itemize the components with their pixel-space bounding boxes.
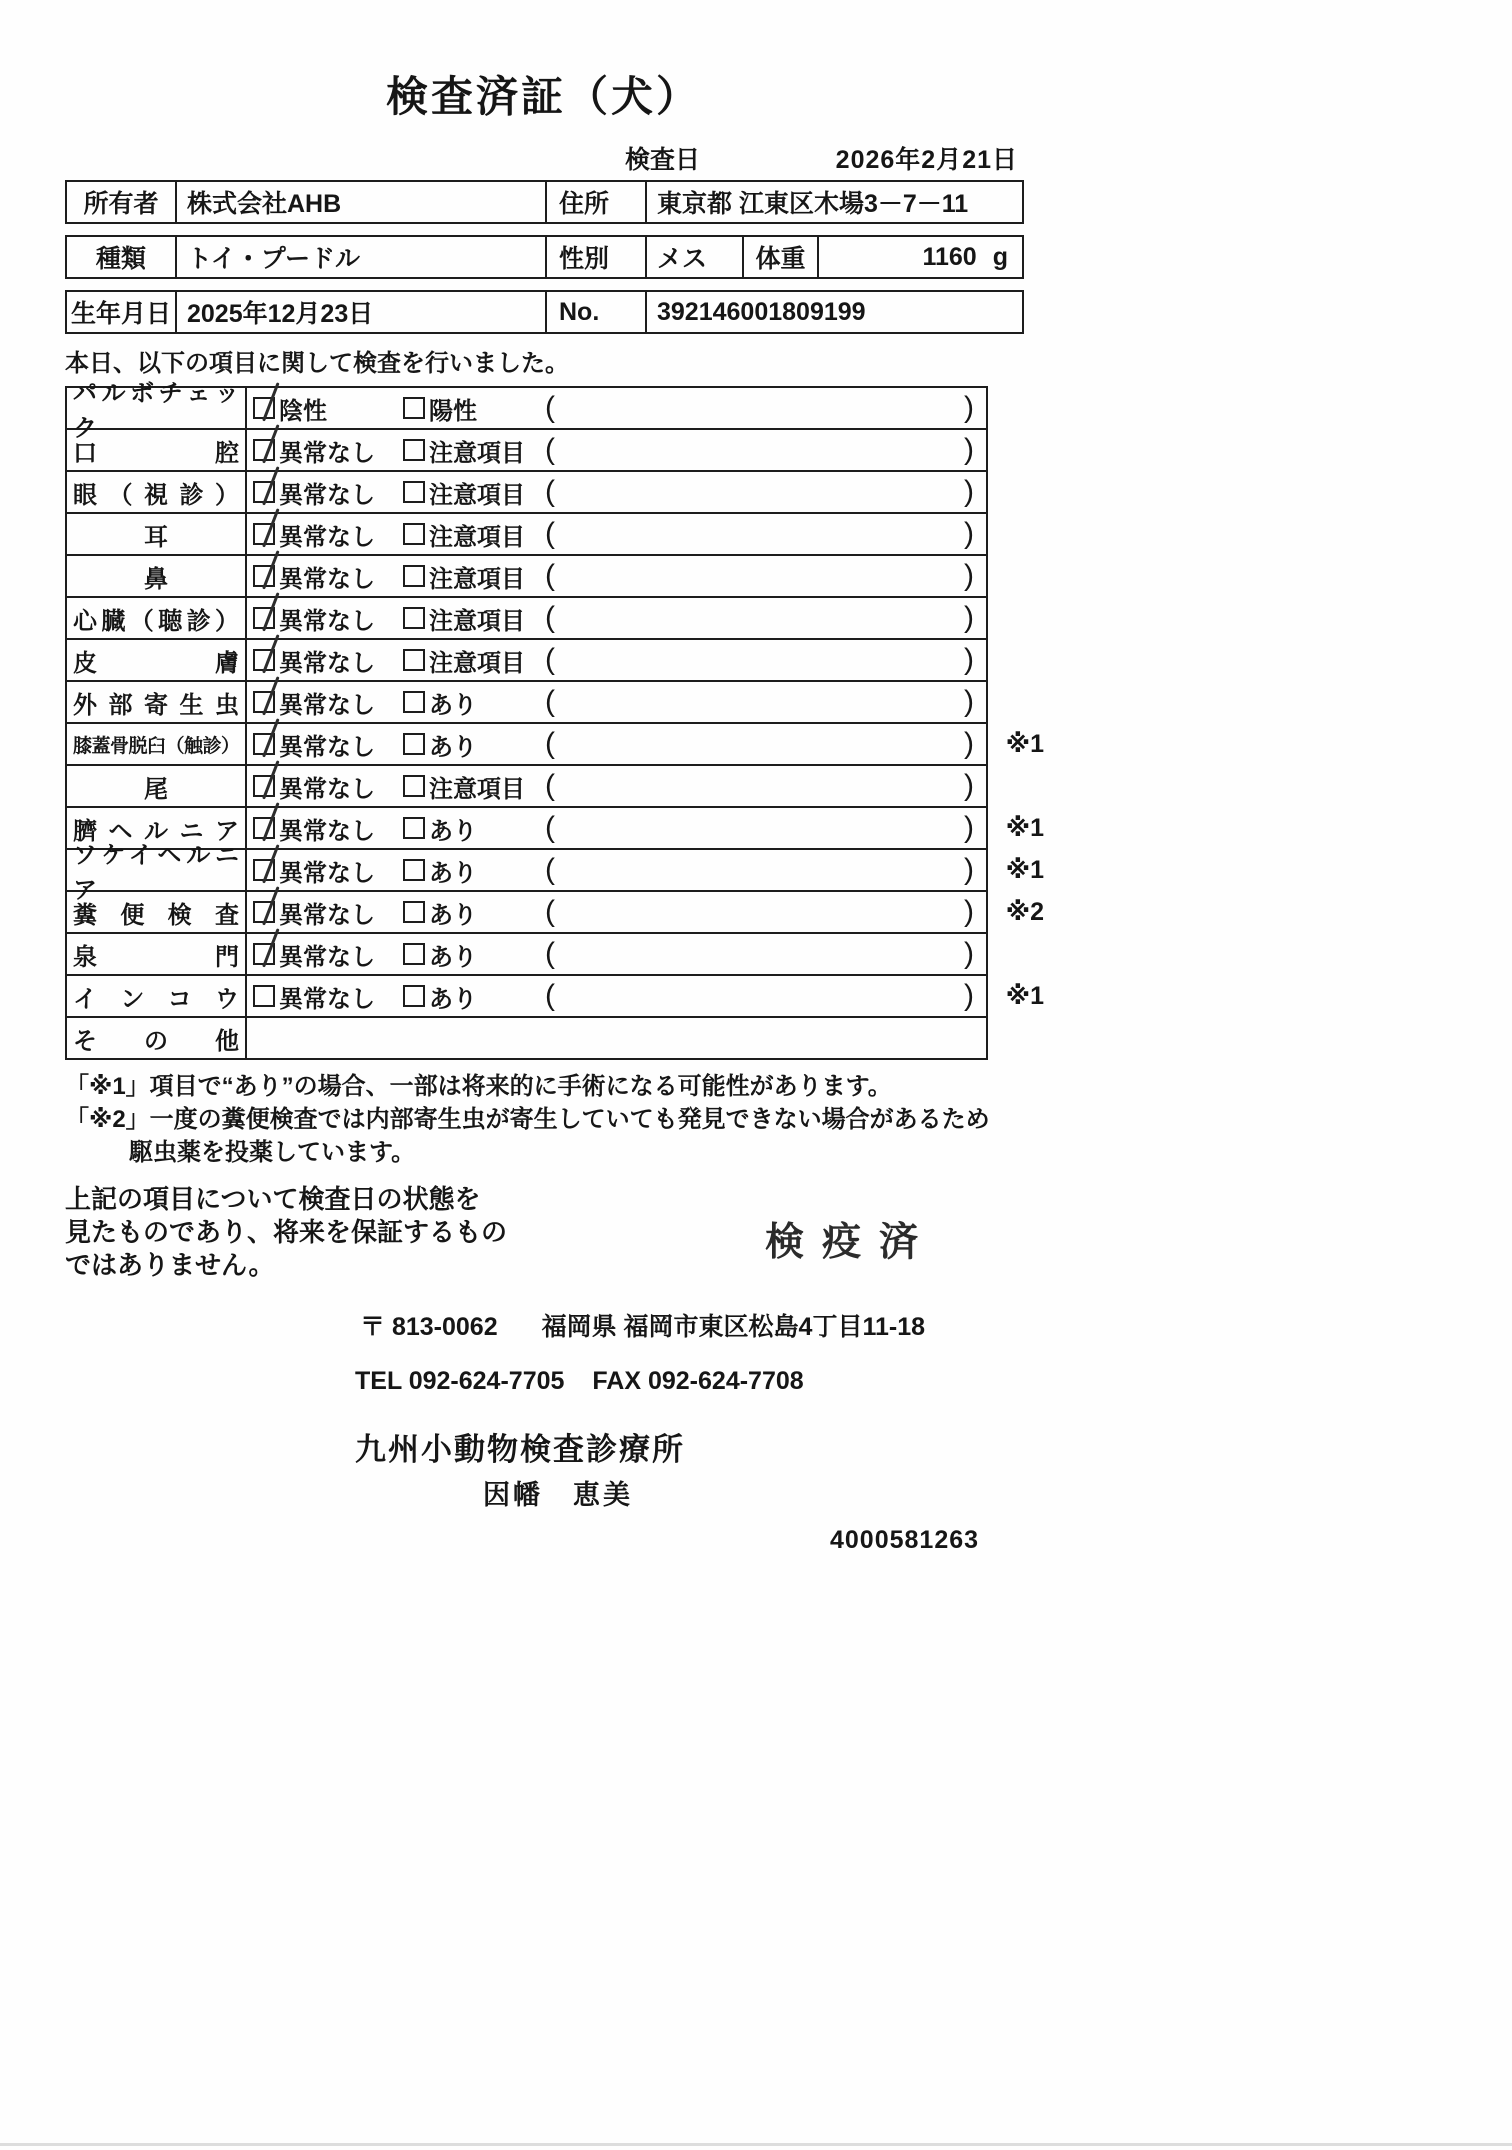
paren-open: ( (545, 895, 555, 928)
result-option-2-label: 注意項目 (429, 775, 525, 803)
checkbox-checked-icon (253, 649, 275, 671)
clinic-address-line (65, 1307, 1022, 1343)
quarantine-stamp: 検疫済 (765, 1221, 937, 1264)
checkbox-checked-icon (253, 733, 275, 755)
paren-open: ( (545, 937, 555, 970)
birthdate-label: 生年月日 (66, 291, 176, 333)
checkbox-checked-icon (253, 691, 275, 713)
inspection-result-cell (247, 388, 986, 428)
clinic-fax: FAX 092-624-7708 (592, 1367, 804, 1395)
checkbox-unchecked-icon (403, 943, 425, 965)
inspection-item-cell (67, 842, 247, 904)
inspection-item-cell (67, 934, 247, 974)
disclaimer-line-2: 見たものであり、将来を保証するもの (65, 1217, 508, 1247)
paren-close: ) (964, 391, 974, 424)
paren-open: ( (545, 685, 555, 718)
paren-open: ( (545, 601, 555, 634)
footnotes (65, 1070, 1022, 1169)
dog-info-table-row2 (65, 290, 1024, 334)
owner-table (65, 180, 1024, 224)
footnote-2: 「※2」一度の糞便検査では内部寄生虫が寄生していても発見できない場合があるため (65, 1106, 990, 1133)
inspection-row (67, 682, 986, 724)
weight-unit: g (992, 242, 1008, 271)
inspection-result-cell (247, 472, 986, 512)
inspection-result-cell (247, 934, 986, 974)
inspection-result-cell (247, 640, 986, 680)
no-value: 392146001809199 (646, 291, 1023, 333)
inspection-row (67, 598, 986, 640)
inspection-table (65, 380, 1044, 1060)
checkbox-unchecked-icon (403, 607, 425, 629)
checkbox-checked-icon (253, 775, 275, 797)
checkbox-unchecked-icon (403, 901, 425, 923)
inspection-row (67, 472, 986, 514)
paren-close: ) (964, 601, 974, 634)
dog-info-table-row1 (65, 235, 1024, 279)
inspection-item-label: パルボチェック (73, 380, 239, 442)
inspection-result-cell (247, 556, 986, 596)
result-option-1 (253, 895, 403, 930)
result-option-1 (253, 937, 403, 972)
paren-close: ) (964, 937, 974, 970)
result-option-1-label: 異常なし (279, 859, 375, 887)
checkbox-unchecked-icon (403, 649, 425, 671)
checkbox-unchecked-icon (403, 817, 425, 839)
inspection-row (67, 976, 1044, 1018)
paren-close: ) (964, 517, 974, 550)
checkbox-checked-icon (253, 901, 275, 923)
document-title: 検査済証（犬） (385, 73, 701, 120)
footnote-2-continued: 駆虫薬を投薬しています。 (129, 1139, 416, 1166)
result-option-2-label: あり (429, 817, 477, 845)
result-option-1 (253, 433, 403, 468)
checkbox-unchecked-icon (403, 733, 425, 755)
result-option-1-label: 異常なし (279, 649, 375, 677)
footnote-mark: ※2 (1005, 898, 1044, 926)
paren-close: ) (964, 475, 974, 508)
inspection-item-cell (67, 430, 247, 470)
inspection-item-cell (67, 598, 247, 638)
result-option-1-label: 陰性 (279, 397, 327, 425)
clinic-phone-line (65, 1367, 1022, 1396)
result-option-2-label: 陽性 (429, 397, 477, 425)
paren-close: ) (964, 853, 974, 886)
paren-close: ) (964, 727, 974, 760)
result-option-1-label: 異常なし (279, 985, 375, 1013)
result-option-1-label: 異常なし (279, 943, 375, 971)
inspection-item-label: 鼻 (144, 565, 168, 593)
owner-label: 所有者 (66, 181, 176, 223)
clinic-name: 九州小動物検査診療所 (355, 1432, 685, 1467)
paren-open: ( (545, 853, 555, 886)
result-option-2-label: あり (429, 859, 477, 887)
inspection-item-cell (67, 472, 247, 512)
footnote-mark: ※1 (1005, 814, 1044, 842)
result-option-1 (253, 517, 403, 552)
checkbox-unchecked-icon (403, 439, 425, 461)
footnote-mark: ※1 (1005, 856, 1044, 884)
inspection-result-cell (247, 892, 1044, 932)
checkbox-checked-icon (253, 439, 275, 461)
clinic-person-name: 因幡 恵美 (483, 1480, 633, 1510)
result-option-2-label: 注意項目 (429, 439, 525, 467)
inspection-result-cell (247, 724, 1044, 764)
inspection-item-label: 皮膚 (73, 649, 239, 677)
inspection-row (67, 640, 986, 682)
inspection-item-label: 糞便検査 (73, 901, 239, 929)
result-option-2 (403, 601, 545, 636)
inspection-row (67, 430, 986, 472)
clinic-postal-code: 〒 813-0062 (360, 1313, 498, 1341)
result-option-2 (403, 895, 545, 930)
inspection-item-cell (67, 1018, 247, 1058)
inspection-row (67, 514, 986, 556)
disclaimer-line-3: ではありません。 (65, 1250, 275, 1280)
result-option-2-label: 注意項目 (429, 481, 525, 509)
result-option-1-label: 異常なし (279, 775, 375, 803)
paren-close: ) (964, 685, 974, 718)
checkbox-checked-icon (253, 523, 275, 545)
result-option-1 (253, 559, 403, 594)
inspection-result-cell (247, 808, 1044, 848)
inspection-item-label: その他 (73, 1027, 239, 1055)
checkbox-unchecked-icon (403, 481, 425, 503)
result-option-1 (253, 727, 403, 762)
inspection-item-label: 泉門 (73, 943, 239, 971)
paren-open: ( (545, 559, 555, 592)
inspection-item-label: 外部寄生虫 (73, 691, 239, 719)
paren-open: ( (545, 727, 555, 760)
serial-number: 4000581263 (830, 1526, 980, 1554)
weight-label: 体重 (743, 236, 818, 278)
inspection-item-label: 心臓（聴診） (73, 607, 239, 635)
checkbox-checked-icon (253, 397, 275, 419)
checkbox-unchecked-icon (403, 775, 425, 797)
checkbox-checked-icon (253, 565, 275, 587)
intro-text: 本日、以下の項目に関して検査を行いました。 (65, 350, 569, 377)
inspection-date-value: 2026年2月21日 (835, 146, 1018, 174)
result-option-2 (403, 685, 545, 720)
result-option-1-label: 異常なし (279, 565, 375, 593)
result-option-2-label: あり (429, 691, 477, 719)
address-value: 東京都 江東区木場3－7－11 (646, 181, 1023, 223)
result-option-2-label: 注意項目 (429, 523, 525, 551)
checkbox-checked-icon (253, 859, 275, 881)
result-option-1-label: 異常なし (279, 523, 375, 551)
result-option-2 (403, 769, 545, 804)
breed-value: トイ・プードル (176, 236, 546, 278)
certificate (65, 0, 1044, 1555)
result-option-1 (253, 643, 403, 678)
checkbox-unchecked-icon (253, 985, 275, 1007)
result-option-1-label: 異常なし (279, 901, 375, 929)
inspection-date-label: 検査日 (625, 146, 701, 174)
weight-value-cell (818, 236, 1023, 278)
result-option-1 (253, 391, 403, 426)
inspection-result-cell (247, 514, 986, 554)
result-option-1-label: 異常なし (279, 607, 375, 635)
checkbox-unchecked-icon (403, 397, 425, 419)
paren-open: ( (545, 433, 555, 466)
inspection-item-cell (67, 766, 247, 806)
inspection-item-cell (67, 892, 247, 932)
inspection-item-cell (67, 724, 247, 764)
clinic-address: 福岡県 福岡市東区松島4丁目11-18 (541, 1313, 926, 1341)
inspection-row (67, 892, 1044, 934)
inspection-item-label: 口腔 (73, 439, 239, 467)
inspection-item-label: ソケイヘルニア (73, 842, 239, 904)
result-option-1 (253, 811, 403, 846)
result-option-2-label: 注意項目 (429, 565, 525, 593)
paren-open: ( (545, 475, 555, 508)
inspection-item-label: インコウ (73, 985, 239, 1013)
paren-open: ( (545, 391, 555, 424)
result-option-2 (403, 433, 545, 468)
result-option-1 (253, 769, 403, 804)
inspection-result-cell (247, 1018, 986, 1058)
paren-close: ) (964, 433, 974, 466)
inspection-item-cell (67, 380, 247, 442)
paren-open: ( (545, 979, 555, 1012)
paren-open: ( (545, 643, 555, 676)
result-option-2 (403, 475, 545, 510)
inspection-result-cell (247, 430, 986, 470)
sex-label: 性別 (546, 236, 646, 278)
weight-value: 1160 (922, 242, 977, 271)
result-option-2 (403, 853, 545, 888)
inspection-item-cell (67, 640, 247, 680)
no-label: No. (546, 291, 646, 333)
result-option-1-label: 異常なし (279, 439, 375, 467)
footnote-mark: ※1 (1005, 982, 1044, 1010)
inspection-result-cell (247, 976, 1044, 1016)
result-option-2 (403, 559, 545, 594)
checkbox-checked-icon (253, 607, 275, 629)
inspection-row (67, 1018, 986, 1058)
paren-open: ( (545, 517, 555, 550)
address-label: 住所 (546, 181, 646, 223)
paren-close: ) (964, 811, 974, 844)
footer-area (65, 1183, 1022, 1303)
result-option-2-label: あり (429, 733, 477, 761)
checkbox-checked-icon (253, 481, 275, 503)
inspection-item-cell (67, 556, 247, 596)
paren-close: ) (964, 769, 974, 802)
result-option-2 (403, 727, 545, 762)
inspection-row (67, 766, 986, 808)
result-option-1-label: 異常なし (279, 691, 375, 719)
inspection-row (67, 380, 986, 442)
clinic-tel: TEL 092-624-7705 (355, 1367, 565, 1395)
result-option-2 (403, 937, 545, 972)
result-option-1 (253, 601, 403, 636)
inspection-result-cell (247, 850, 1044, 890)
birthdate-value: 2025年12月23日 (176, 291, 546, 333)
result-option-1-label: 異常なし (279, 817, 375, 845)
checkbox-unchecked-icon (403, 985, 425, 1007)
result-option-2 (403, 517, 545, 552)
inspection-item-label: 臍ヘルニア (73, 817, 239, 845)
result-option-2 (403, 811, 545, 846)
checkbox-unchecked-icon (403, 523, 425, 545)
inspection-item-cell (67, 976, 247, 1016)
checkbox-checked-icon (253, 817, 275, 839)
result-option-1-label: 異常なし (279, 481, 375, 509)
checkbox-checked-icon (253, 943, 275, 965)
owner-value: 株式会社AHB (176, 181, 546, 223)
inspection-item-cell (67, 682, 247, 722)
result-option-2 (403, 979, 545, 1014)
scan-edge-artifact (0, 2143, 1512, 2146)
inspection-item-label: 膝蓋骨脱臼（触診） (73, 735, 239, 757)
sex-value: メス (646, 236, 743, 278)
checkbox-unchecked-icon (403, 859, 425, 881)
result-option-2-label: あり (429, 985, 477, 1013)
result-option-2 (403, 391, 545, 426)
inspection-row (67, 724, 1044, 766)
paren-open: ( (545, 769, 555, 802)
result-option-1 (253, 685, 403, 720)
footnote-mark: ※1 (1005, 730, 1044, 758)
inspection-item-label: 眼（視診） (73, 481, 239, 509)
inspection-row (67, 934, 986, 976)
result-option-1 (253, 853, 403, 888)
disclaimer-line-1: 上記の項目について検査日の状態を (65, 1184, 481, 1214)
breed-label: 種類 (66, 236, 176, 278)
inspection-result-cell (247, 682, 986, 722)
result-option-1-label: 異常なし (279, 733, 375, 761)
paren-open: ( (545, 811, 555, 844)
paren-close: ) (964, 643, 974, 676)
paren-close: ) (964, 895, 974, 928)
inspection-result-cell (247, 766, 986, 806)
result-option-1 (253, 475, 403, 510)
result-option-1 (253, 979, 403, 1014)
inspection-row (67, 842, 1044, 904)
inspection-result-cell (247, 598, 986, 638)
result-option-2-label: 注意項目 (429, 649, 525, 677)
inspection-item-label: 耳 (144, 523, 168, 551)
paren-close: ) (964, 979, 974, 1012)
paren-close: ) (964, 559, 974, 592)
inspection-item-label: 尾 (144, 775, 168, 803)
inspection-item-cell (67, 514, 247, 554)
result-option-2-label: あり (429, 901, 477, 929)
checkbox-unchecked-icon (403, 691, 425, 713)
footnote-1: 「※1」項目で“あり”の場合、一部は将来的に手術になる可能性があります。 (65, 1073, 892, 1100)
inspection-row (67, 556, 986, 598)
result-option-2-label: あり (429, 943, 477, 971)
result-option-2 (403, 643, 545, 678)
inspection-date-row (65, 140, 1022, 172)
checkbox-unchecked-icon (403, 565, 425, 587)
result-option-2-label: 注意項目 (429, 607, 525, 635)
